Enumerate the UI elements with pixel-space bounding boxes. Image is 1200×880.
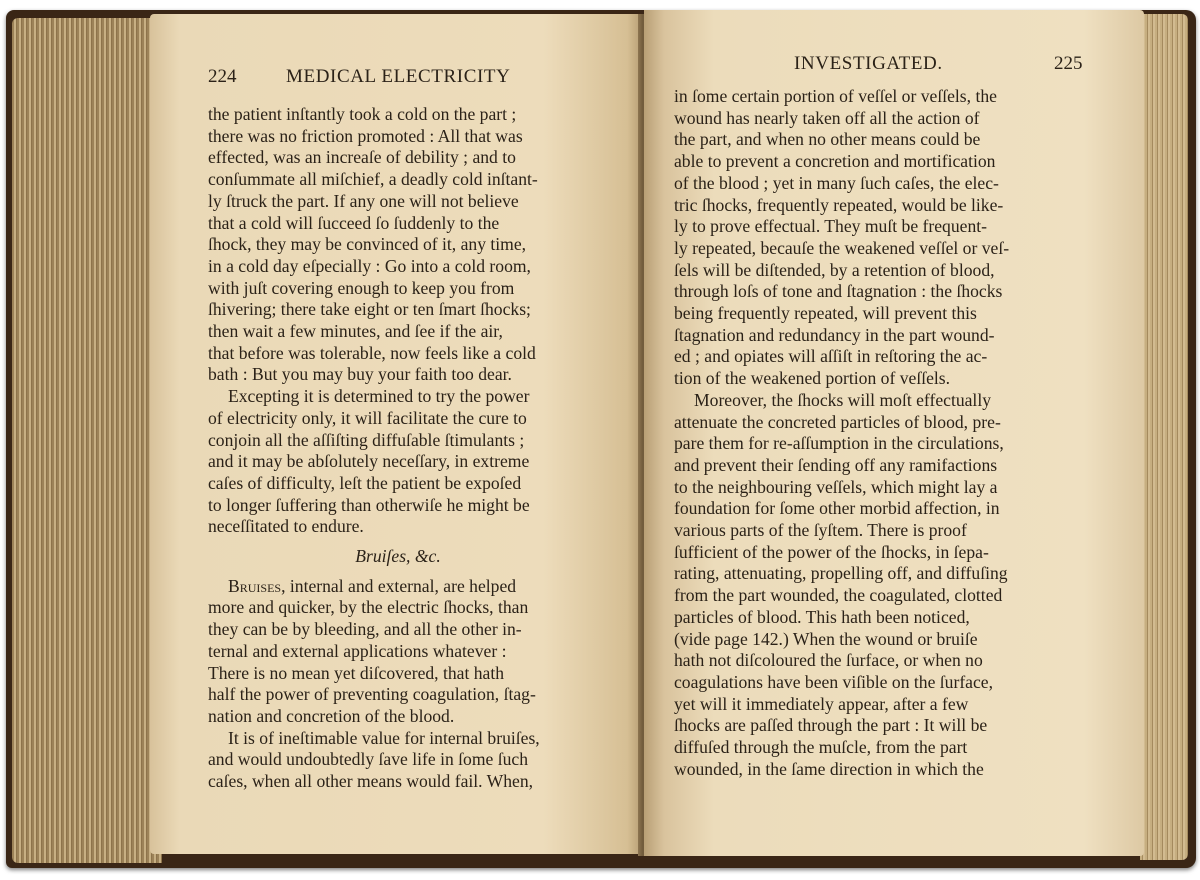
small-caps-word: Bruises [228, 575, 282, 596]
text-line: nation and concretion of the blood. [208, 705, 455, 726]
text-line: diffuſed through the muſcle, from the part [674, 737, 968, 758]
text-line: ſtagnation and redundancy in the part wound- [674, 324, 995, 345]
text-line: through loſs of tone and ſtagnation : the ſhocks [674, 281, 1003, 302]
text-line: being frequently repeated, will prevent this [674, 303, 977, 324]
right-running-head: INVESTIGATED. [794, 53, 943, 74]
text-line: to the neighbouring veſſels, which might lay a [674, 476, 998, 497]
text-line: Moreover, the ſhocks will moſt effectually [694, 389, 992, 410]
text-line: and it may be abſolutely neceſſary, in extreme [208, 451, 530, 472]
text-line: that a cold will ſucceed ſo ſuddenly to the [208, 212, 500, 233]
text-line: and prevent their ſending off any ramifactions [674, 454, 998, 475]
text-line: in a cold day eſpecially : Go into a cold room, [208, 255, 531, 276]
text-line: then wait a few minutes, and ſee if the air, [208, 321, 503, 342]
text-line: ly ſtruck the part. If any one will not believe [208, 190, 519, 211]
text-line: conſummate all miſchief, a deadly cold inſtant- [208, 169, 538, 190]
text-line: caſes of difficulty, leſt the patient be expoſed [208, 472, 522, 493]
text-line: they can be by bleeding, and all the other in- [208, 619, 522, 640]
text-line: of electricity only, it will facilitate the cure to [208, 407, 527, 428]
text-line: ly to prove effectual. They muſt be frequent- [674, 216, 987, 237]
text-line: hath not diſcoloured the ſurface, or when no [674, 650, 983, 671]
text-line: from the part wounded, the coagulated, clotted [674, 585, 1003, 606]
text-line: the part, and when no other means could be [674, 129, 981, 150]
text-line: there was no friction promoted : All that was [208, 125, 523, 146]
text-line: rating, attenuating, propelling off, and diffuſing [674, 563, 1008, 584]
text-line: with juſt covering enough to keep you from [208, 277, 515, 298]
text-line: particles of blood. This hath been noticed, [674, 606, 970, 627]
left-page-number: 224 [208, 66, 237, 87]
text-line: ſhocks are paſſed through the part : It will be [674, 715, 988, 736]
text-line: ly repeated, becauſe the weakened veſſel or veſ- [674, 237, 1010, 258]
text-line: neceſſitated to endure. [208, 516, 364, 537]
text-line: various parts of the ſyſtem. There is proof [674, 520, 967, 541]
text-line: It is of ineſtimable value for internal bruiſes, [228, 727, 540, 748]
left-page-edges [12, 18, 162, 863]
text-line: effected, was an increaſe of debility ; and to [208, 147, 516, 168]
text-line: (vide page 142.) When the wound or bruiſe [674, 628, 978, 649]
text-line: attenuate the concreted particles of blood, pre- [674, 411, 1001, 432]
text-line: coagulations have been viſible on the ſurface, [674, 671, 994, 692]
left-running-head: MEDICAL ELECTRICITY [286, 66, 511, 87]
right-page-edges [1140, 14, 1188, 860]
text-line: able to prevent a concretion and mortification [674, 151, 996, 172]
text-line: more and quicker, by the electric ſhocks, than [208, 597, 529, 618]
left-page-text [208, 104, 628, 793]
text-line: to longer ſuffering than otherwiſe he might be [208, 494, 530, 515]
text-line: ſhock, they may be convinced of it, any time, [208, 234, 527, 255]
text-line: that before was tolerable, now feels like a cold [208, 342, 536, 363]
text-line: ſels will be diſtended, by a retention of blood, [674, 259, 995, 280]
text-line: yet will it immediately appear, after a few [674, 693, 969, 714]
text-line: foundation for ſome other morbid affection, in [674, 498, 1000, 519]
text-line: ſufficient of the power of the ſhocks, in ſepa- [674, 541, 989, 562]
text-line: Excepting it is determined to try the power [228, 386, 530, 407]
text-line: ſhivering; there take eight or ten ſmart ſhocks; [208, 299, 531, 320]
right-page-number: 225 [1054, 53, 1083, 74]
text-line: of the blood ; yet in many ſuch caſes, the elec- [674, 172, 999, 193]
text-line: conjoin all the aſſiſting diffuſable ſtimulants ; [208, 429, 525, 450]
section-heading: Bruiſes, &c. [355, 546, 441, 567]
text-line: ternal and external applications whatever : [208, 640, 507, 661]
text-line: There is no mean yet diſcovered, that hath [208, 662, 505, 683]
text-line [208, 576, 628, 598]
text-line: ed ; and opiates will aſſiſt in reſtoring the ac- [674, 346, 988, 367]
text-line: pare them for re-aſſumption in the circulations, [674, 433, 1004, 454]
text-line: tion of the weakened portion of veſſels. [674, 368, 951, 389]
text-line: caſes, when all other means would fail. When, [208, 771, 534, 792]
text-line: half the power of preventing coagulation, ſtag- [208, 684, 536, 705]
right-page [644, 10, 1144, 856]
text-line: bath : But you may buy your faith too dear. [208, 364, 512, 385]
text-line: wound has nearly taken off all the action of [674, 107, 980, 128]
text-line: in ſome certain portion of veſſel or veſſels, the [674, 86, 997, 106]
text-line: and would undoubtedly ſave life in ſome ſuch [208, 749, 529, 770]
left-page [150, 14, 642, 854]
text-line: tric ſhocks, frequently repeated, would be like- [674, 194, 1004, 215]
text-line: the patient inſtantly took a cold on the part ; [208, 104, 517, 124]
text-line: wounded, in the ſame direction in which the [674, 758, 984, 779]
text-fragment: , internal and external, are helped [281, 575, 517, 596]
right-page-text [674, 86, 1094, 781]
